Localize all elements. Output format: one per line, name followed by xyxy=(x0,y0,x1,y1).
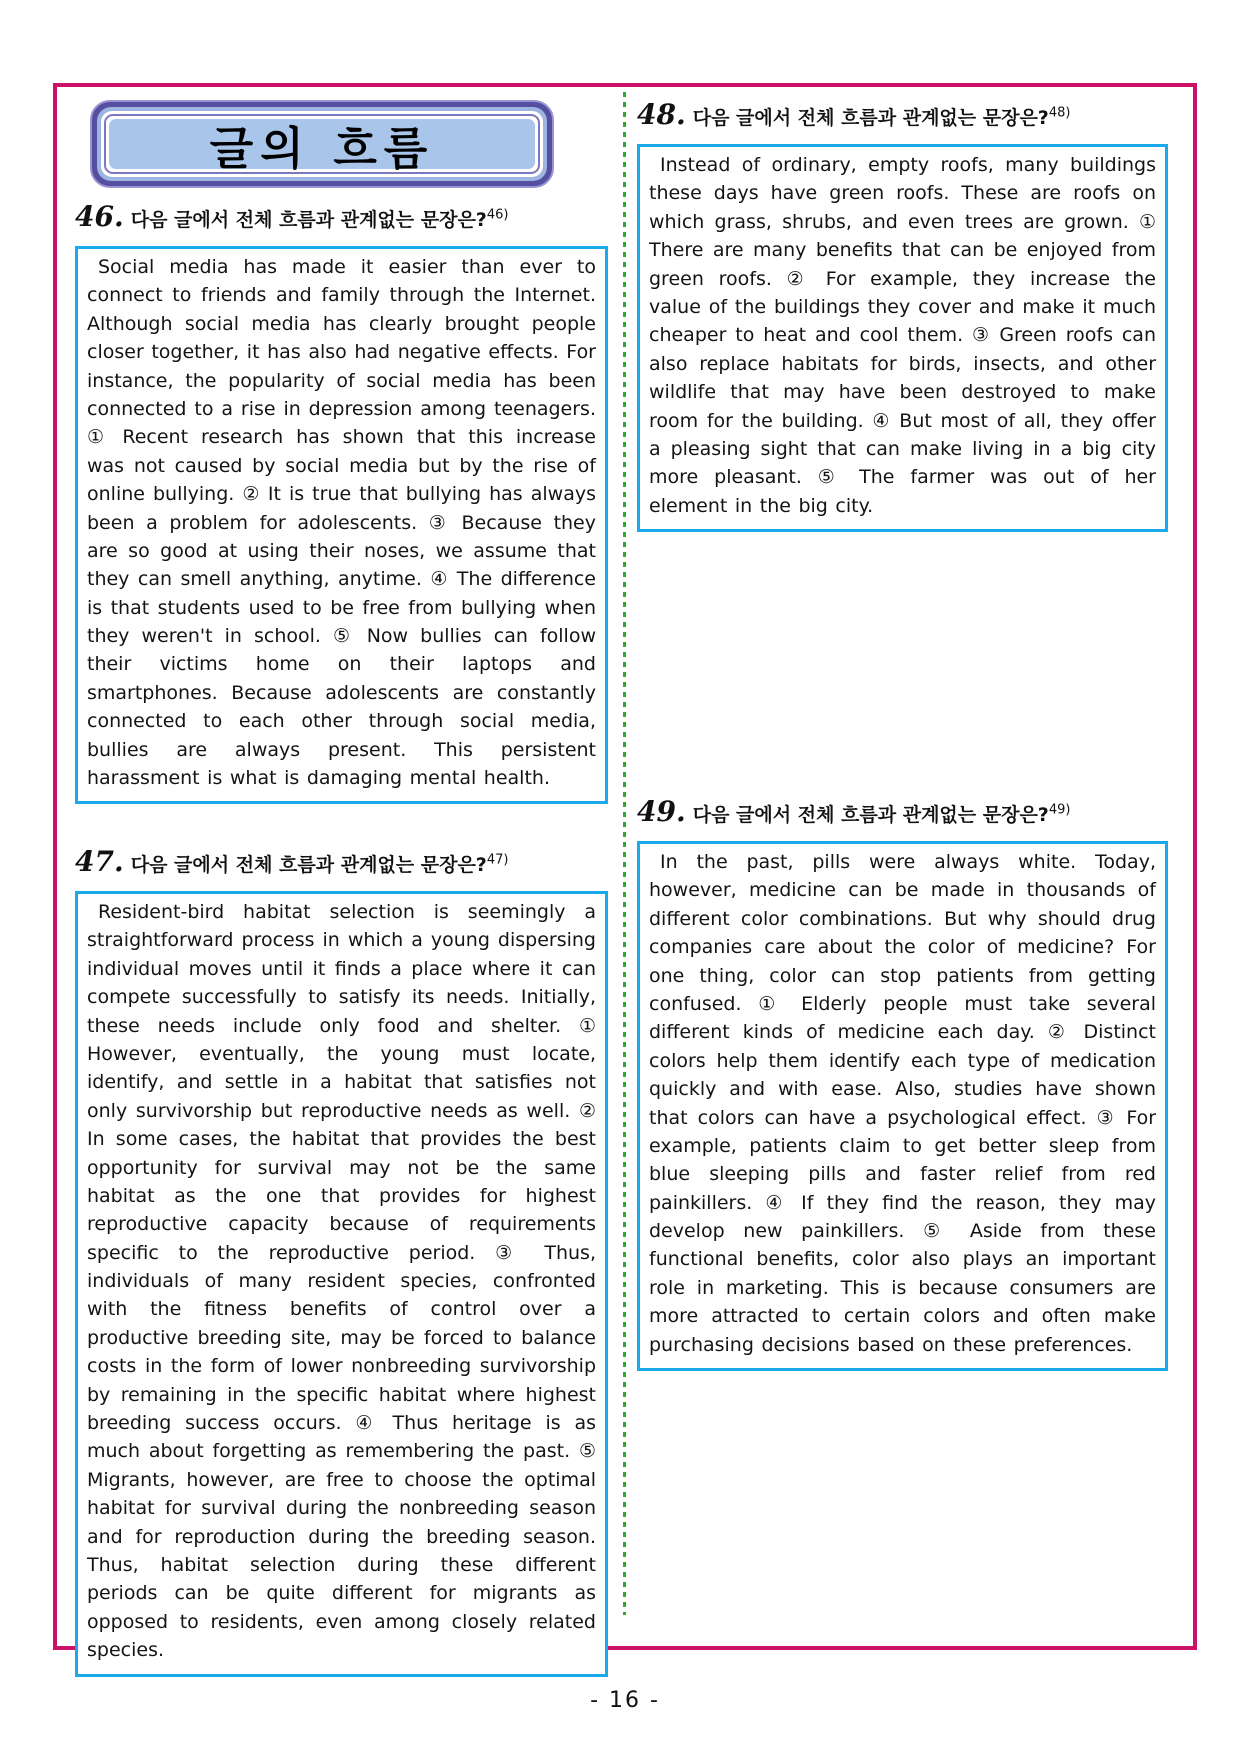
title-box-ring xyxy=(97,107,547,181)
question-46 xyxy=(75,200,608,804)
question-49-header xyxy=(637,795,1168,832)
question-48-footnote-ref: 48) xyxy=(1048,105,1071,121)
section-title-box xyxy=(90,100,554,188)
question-46-passage-text: Social media has made it easier than ever to connect to friends and family through the Internet. Although social media has clearly brought people closer together, it has also had negative effects. For instance, the popularity of social media has been connected to a rise in depression among teenagers. ① Recent research has shown that this increase was not caused by social media but by the rise of online bullying. ② It is true that bullying has always been a problem for adolescents. ③ Because they are so good at using their noses, we assume that they can smell anything, anytime. ④ The difference is that students used to be free from bullying when they weren't in school. ⑤ Now bullies can follow their victims home on their laptops and smartphones. Because adolescents are constantly connected to each other through social media, bullies are always present. This persistent harassment is what is damaging mental health. xyxy=(87,256,596,790)
question-47-header xyxy=(75,845,608,882)
page-number: - 16 - xyxy=(590,1688,660,1713)
question-47-passage-box xyxy=(75,891,608,1677)
question-48-prompt: 다음 글에서 전체 흐름과 관계없는 문장은? xyxy=(692,107,1049,129)
question-46-number: 46. xyxy=(75,200,124,233)
question-47-number: 47. xyxy=(75,845,124,878)
question-48-passage-text: Instead of ordinary, empty roofs, many buildings these days have green roofs. These are roofs on which grass, shrubs, and even trees are grown. ① There are many benefits that can be enjoyed from green roofs. ② For example, they increase the value of the buildings they cover and make it much cheaper to heat and cool them. ③ Green roofs can also replace habitats for birds, insects, and other wildlife that may have been destroyed to make room for the building. ④ But most of all, they offer a pleasing sight that can make living in a big city more pleasant. ⑤ The farmer was out of her element in the big city. xyxy=(649,154,1156,517)
section-title: 글의 흐름 xyxy=(209,121,435,175)
question-46-header xyxy=(75,200,608,237)
question-46-passage-box xyxy=(75,246,608,804)
question-47-prompt: 다음 글에서 전체 흐름과 관계없는 문장은? xyxy=(130,854,487,876)
question-47 xyxy=(75,845,608,1677)
title-box-outer-ring xyxy=(90,100,554,188)
title-box-ring xyxy=(101,111,543,177)
question-49-footnote-ref: 49) xyxy=(1048,802,1071,818)
question-48-passage-box xyxy=(637,144,1168,532)
title-box-inner xyxy=(109,119,535,175)
question-47-passage-text: Resident-bird habitat selection is seemingly a straightforward process in which a young dispersing individual moves until it finds a place where it can compete successfully to satisfy its needs. Initially, these needs include only food and shelter. ① However, eventually, the young must locate, identify, and settle in a habitat that satisfies not only survivorship but reproductive needs as well. ② In some cases, the habitat that provides the best opportunity for survival may not be the same habitat as the one that provides for highest reproductive capacity because of requirements specific to the reproductive period. ③ Thus, individuals of many resident species, confronted with the fitness benefits of control over a productive breeding site, may be forced to balance costs in the form of lower nonbreeding survivorship by remaining in the specific habitat where highest breeding success occurs. ④ Thus heritage is as much about forgetting as remembering the past. ⑤ Migrants, however, are free to choose the optimal habitat for survival during the nonbreeding season and for reproduction during the breeding season. Thus, habitat selection during these different periods can be quite different for migrants as opposed to residents, even among closely related species. xyxy=(87,901,596,1662)
question-49-number: 49. xyxy=(637,795,686,828)
question-49-prompt: 다음 글에서 전체 흐름과 관계없는 문장은? xyxy=(692,804,1049,826)
question-49-passage-box xyxy=(637,841,1168,1371)
question-48 xyxy=(637,98,1168,532)
column-divider xyxy=(623,92,626,1615)
question-47-footnote-ref: 47) xyxy=(486,852,509,868)
question-46-prompt: 다음 글에서 전체 흐름과 관계없는 문장은? xyxy=(130,209,487,231)
question-49 xyxy=(637,795,1168,1371)
question-49-passage-text: In the past, pills were always white. Today, however, medicine can be made in thousands of different color combinations. But why should drug companies care about the color of medicine? For one thing, color can stop patients from getting confused. ① Elderly people must take several different kinds of medicine each day. ② Distinct colors help them identify each type of medication quickly and with ease. Also, studies have shown that colors can have a psychological effect. ③ For example, patients claim to get better sleep from blue sleeping pills and faster relief from red painkillers. ④ If they find the reason, they may develop new painkillers. ⑤ Aside from these functional benefits, color also plays an important role in marketing. This is because consumers are more attracted to certain colors and often make purchasing decisions based on these preferences. xyxy=(649,851,1156,1356)
question-48-number: 48. xyxy=(637,98,686,131)
title-box-ring xyxy=(104,114,540,174)
question-46-footnote-ref: 46) xyxy=(486,207,509,223)
question-48-header xyxy=(637,98,1168,135)
